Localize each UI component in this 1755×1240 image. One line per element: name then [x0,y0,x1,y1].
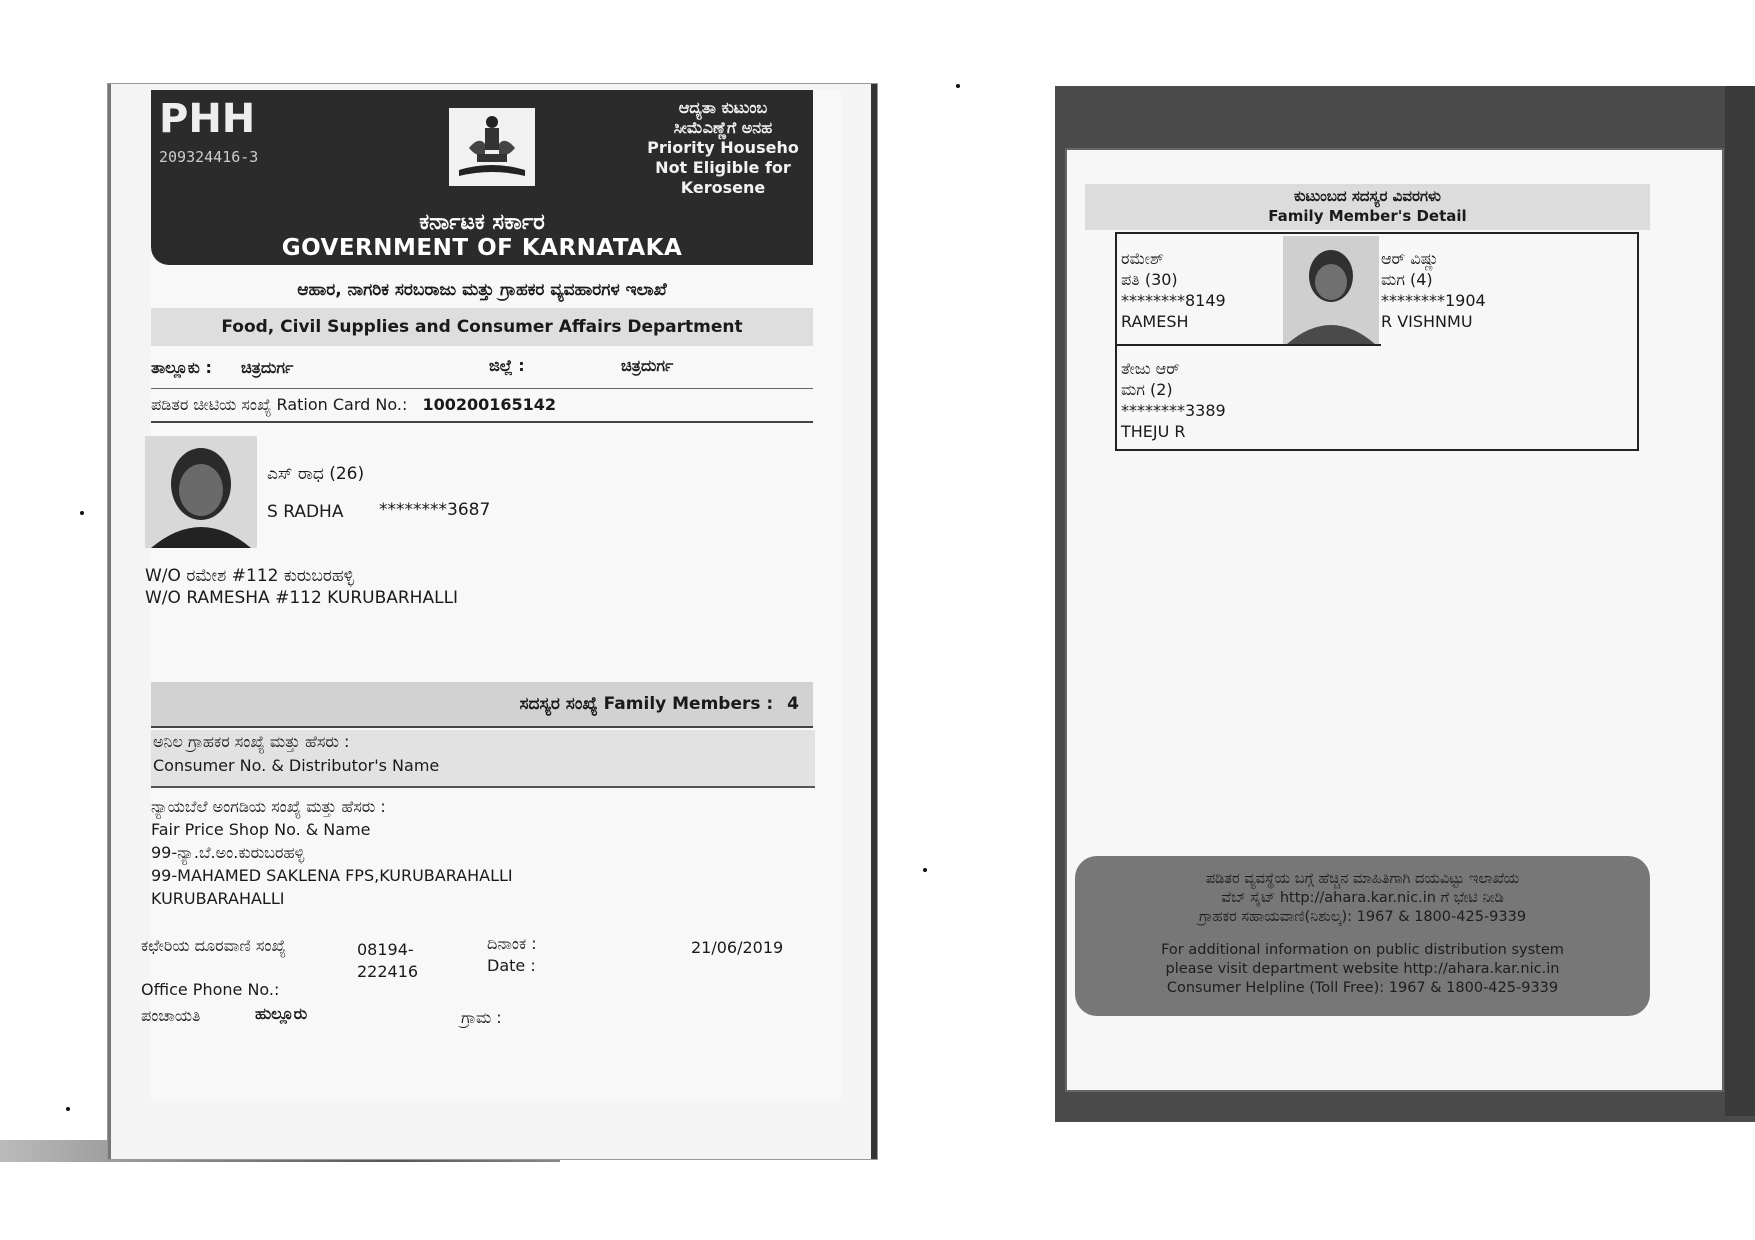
date-value: 21/06/2019 [691,938,784,957]
ration-card-back [1055,86,1755,1122]
ration-card-number-row [151,388,813,423]
note-kn-1: ಆದ್ಯತಾ ಕುಟುಂಬ [678,98,768,117]
family-detail-title-en: Family Member's Detail [1268,207,1467,225]
member-relation: ಮಗ (4) [1381,270,1433,289]
member-aadhaar: ********1904 [1381,291,1486,310]
info-kn-2: ವೆಬ್ ಸೈಟ್ http://ahara.kar.nic.in ಗೆ ಭೇಟಿ ನೀಡಿ [1221,890,1504,906]
speck [66,1107,70,1111]
panchayat-value: ಹುಲ್ಲೂರು [255,1004,308,1023]
family-detail-title [1085,184,1650,230]
ration-card-label: ಪಡಿತರ ಚೀಟಿಯ ಸಂಖ್ಯೆ Ration Card No.: [151,395,408,414]
holder-name-en: S RADHA [267,502,344,522]
member-name-en: THEJU R [1121,422,1186,441]
member-card [1381,248,1486,332]
holder-aadhaar: ********3687 [379,500,491,520]
card-id: 209324416-3 [159,148,259,166]
family-members-row [151,682,813,728]
date-label-en: Date : [487,956,536,975]
member-relation: ಮಗ (2) [1121,380,1173,399]
member-photo [1283,236,1379,344]
fps-label-en: Fair Price Shop No. & Name [151,820,371,839]
holder-photo [145,436,257,548]
member-relation: ಪತಿ (30) [1121,270,1178,289]
fps-line-3: KURUBARAHALLI [151,889,285,908]
office-phone-value-1: 08194- [357,940,414,959]
family-members-value: 4 [787,694,799,714]
member-name-kn: ಆರ್ ವಿಷ್ಣು [1381,249,1439,268]
office-phone-value-2: 222416 [357,962,419,981]
address-kn: W/O ರಮೇಶ #112 ಕುರುಬರಹಳ್ಳಿ [145,566,354,586]
govt-name-kn: ಕರ್ನಾಟಕ ಸರ್ಕಾರ [419,210,545,235]
card-header [151,90,813,265]
member-divider [1117,344,1381,346]
consumer-label-kn: ಅನಿಲ ಗ್ರಾಹಕರ ಸಂಖ್ಯೆ ಮತ್ತು ಹೆಸರು : [153,732,350,751]
consumer-row [151,730,815,788]
karnataka-emblem-icon [449,108,535,186]
info-band [1075,856,1650,1016]
taluk-value: ಚಿತ್ರದುರ್ಗ [241,358,294,377]
note-en-1: Priority Househo [647,138,799,157]
panchayat-label: ಪಂಚಾಯತಿ [141,1006,201,1025]
taluk-district-row [151,352,813,384]
fps-label-kn: ನ್ಯಾಯಬೆಲೆ ಅಂಗಡಿಯ ಸಂಖ್ಯೆ ಮತ್ತು ಹೆಸರು : [151,797,386,816]
ration-card-front [108,84,877,1159]
department-en: Food, Civil Supplies and Consumer Affairs Department [151,308,813,346]
info-kn-1: ಪಡಿತರ ವ್ಯವಸ್ಥೆಯ ಬಗ್ಗೆ ಹೆಚ್ಚಿನ ಮಾಹಿತಿಗಾಗಿ ದಯವಿಟ್ಟು ಇಲಾಖೆಯ [1205,871,1520,887]
note-kn-2: ಸೀಮೆಎಣ್ಣೆಗೆ ಅನಹ [673,118,773,137]
member-card [1121,358,1226,442]
consumer-label-en: Consumer No. & Distributor's Name [153,756,440,775]
speck [80,511,84,515]
member-aadhaar: ********8149 [1121,291,1226,310]
family-members-label: ಸದಸ್ಯರ ಸಂಖ್ಯೆ Family Members : [519,694,774,714]
info-en-3: Consumer Helpline (Toll Free): 1967 & 1800-425-9339 [1166,980,1559,996]
info-en-2: please visit department website http://ahara.kar.nic.in [1165,961,1560,977]
member-name-en: R VISHNMU [1381,312,1473,331]
fps-line-1: 99-ನ್ಯಾ.ಬೆ.ಅಂ.ಕುರುಬರಹಳ್ಳಿ [151,843,305,862]
scan-edge [1725,86,1755,1116]
office-phone-label-en: Office Phone No.: [141,980,280,999]
card-face [141,90,841,1100]
speck [923,868,927,872]
card-back-face [1065,148,1724,1092]
village-label: ಗ್ರಾಮ : [461,1008,502,1027]
department-kn: ಆಹಾರ, ನಾಗರಿಕ ಸರಬರಾಜು ಮತ್ತು ಗ್ರಾಹಕರ ವ್ಯವಹಾರಗಳ ಇಲಾಖೆ [297,280,667,300]
fair-price-shop [151,795,813,910]
member-name-kn: ರಮೇಶ್ [1121,249,1164,268]
priority-household-note [633,98,813,198]
member-card [1121,248,1226,332]
member-name-en: RAMESH [1121,312,1189,331]
member-grid [1115,232,1639,451]
date-label-kn: ದಿನಾಂಕ : [487,934,537,953]
address-en: W/O RAMESHA #112 KURUBARHALLI [145,588,459,608]
district-value: ಚಿತ್ರದುರ್ಗ [621,356,674,375]
member-name-kn: ತೇಜು ಆರ್ [1121,359,1180,378]
taluk-label: ತಾಲ್ಲೂಕು : [151,358,212,377]
family-detail-title-kn: ಕುಟುಂಬದ ಸದಸ್ಯರ ವಿವರಗಳು [1294,187,1441,205]
govt-name-en: GOVERNMENT OF KARNATAKA [281,235,683,261]
info-kn-3: ಗ್ರಾಹಕರ ಸಹಾಯವಾಣಿ(ನಿಶುಲ್ಕ): 1967 & 1800-425-9339 [1198,909,1527,925]
fps-line-2: 99-MAHAMED SAKLENA FPS,KURUBARAHALLI [151,866,513,885]
note-en-3: Kerosene [680,178,766,197]
district-label: ಜಿಲ್ಲೆ : [489,356,525,375]
info-en-1: For additional information on public distribution system [1161,942,1564,958]
member-aadhaar: ********3389 [1121,401,1226,420]
ration-card-value: 100200165142 [422,395,557,414]
card-category: PHH [159,96,256,142]
speck [956,84,960,88]
office-phone-label-kn: ಕಛೇರಿಯ ದೂರವಾಣಿ ಸಂಖ್ಯೆ [141,936,286,955]
note-en-2: Not Eligible for [655,158,791,177]
holder-name-kn: ಎಸ್ ರಾಧ (26) [267,464,365,484]
